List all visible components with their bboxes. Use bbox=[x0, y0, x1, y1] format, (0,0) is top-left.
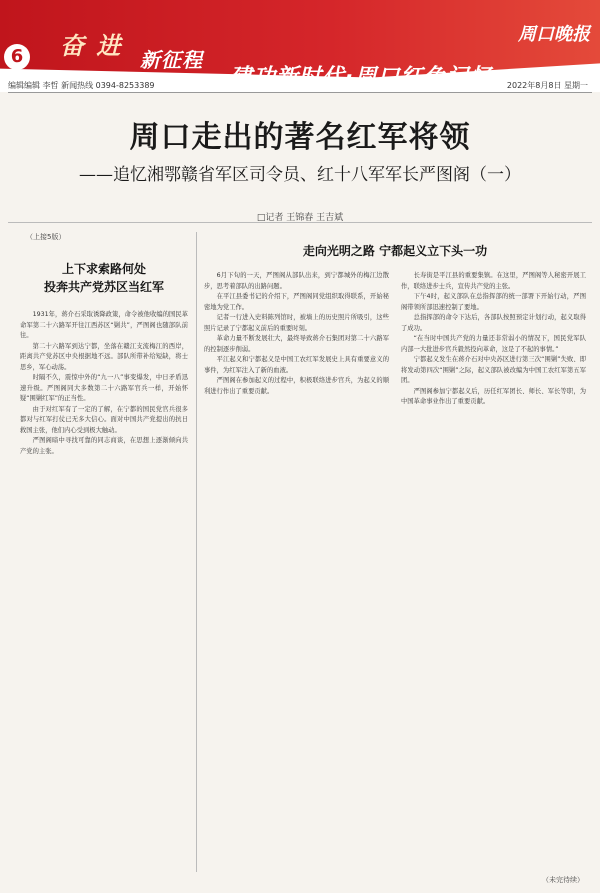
paragraph: 严图阁参加宁都起义后，历任红军团长、师长、军长等职，为中国革命事业作出了重要贡献。 bbox=[401, 387, 586, 405]
paragraph: 严图阁暗中寻找可靠的同志商谈，在思想上逐渐倾向共产党的主张。 bbox=[20, 437, 188, 455]
paragraph: 由于对红军有了一定的了解，在宁都的国民党官兵很多都对与红军打仗已无多大信心。面对中国共产党提出的抗日救国主张，他们内心受到极大触动。 bbox=[20, 405, 188, 434]
banner-slogan-1: 奋 进 bbox=[60, 32, 123, 60]
paragraph: 严图阁在参加起义的过程中，积极联络进步官兵，为起义的顺利进行作出了重要贡献。 bbox=[204, 377, 389, 395]
paragraph: 革命力量不断发展壮大，最终导致蒋介石集团对第二十六路军的控制逐步削弱。 bbox=[204, 335, 389, 353]
paragraph: 总指挥部的命令下达后，各部队按照预定计划行动，起义取得了成功。 bbox=[401, 314, 586, 332]
to-be-continued: （未完待续） bbox=[542, 876, 584, 884]
paragraph: 时隔不久，震惊中外的“九一八”事变爆发，中日矛盾迅速升级。严图阁同大多数第二十六路军官兵一样，开始怀疑“围剿红军”的正当性。 bbox=[20, 374, 188, 402]
right-section-title: 走向光明之路 宁都起义立下头一功 bbox=[302, 244, 488, 258]
banner-slogan-3: 建功新时代·周口红色记忆 bbox=[230, 65, 493, 90]
issue-date: 2022年8月8日 星期一 bbox=[506, 81, 588, 90]
continued-note: （上接5版） bbox=[26, 233, 66, 241]
left-section-title bbox=[20, 260, 188, 296]
mid-divider bbox=[8, 222, 592, 223]
banner-slogan-2: 新征程 bbox=[140, 48, 203, 72]
paragraph: “在当时中国共产党的力量还非常弱小的情况下，国民党军队内部一大批进步官兵毅然投向革命，这是了不起的事情。” bbox=[401, 335, 586, 353]
left-body-text bbox=[20, 310, 188, 457]
paragraph: 长寿街是平江县的重要集镇。在这里，严图阁等人秘密开展工作，联络进步士兵，宣传共产党的主张。 bbox=[401, 272, 586, 290]
paragraph: 第二十六路军到达宁都，坐落在赣江支流梅江的西岸，距离共产党苏区中央根据地不远。部队所带补给短缺，将士思乡，军心动荡。 bbox=[20, 342, 188, 371]
paragraph: 下午4时，起义部队在总指挥部的统一部署下开始行动，严图阁带领所部迅速控制了要地。 bbox=[401, 293, 586, 311]
editor-info: 编辑编辑 李哲 新闻热线 0394-8253389 bbox=[8, 81, 155, 90]
right-text-columns bbox=[204, 271, 586, 408]
article-subheadline: ——追忆湘鄂赣省军区司令员、红十八军军长严图阁（一） bbox=[79, 165, 521, 185]
left-section-title-line-1: 上下求索路何处 bbox=[61, 262, 146, 276]
page-banner bbox=[0, 0, 600, 92]
right-column bbox=[204, 232, 586, 882]
column-divider bbox=[196, 232, 197, 872]
top-divider bbox=[8, 92, 592, 93]
paragraph: 记者一行进入史料陈列馆时，被墙上的历史照片所吸引，这些照片记录了宁都起义前后的重要时刻。 bbox=[204, 314, 389, 332]
left-section-title-line-2: 投奔共产党苏区当红军 bbox=[43, 280, 164, 294]
left-column bbox=[20, 232, 188, 882]
paragraph: 在平江县委书记的介绍下，严图阁同党组织取得联系，开始秘密地为党工作。 bbox=[204, 293, 389, 311]
paragraph: 宁都起义发生在蒋介石对中央苏区进行第三次“围剿”失败、即将发动第四次“围剿”之际，起义部队被改编为中国工农红军第五军团。 bbox=[401, 356, 586, 384]
right-body-text-col-1 bbox=[204, 271, 389, 408]
right-body-text-col-2 bbox=[401, 271, 586, 408]
paragraph: 平江起义和宁都起义是中国工农红军发展史上具有重要意义的事件，为红军注入了新的血液。 bbox=[204, 356, 389, 374]
article-byline: □记者 王锦春 王吉斌 bbox=[256, 213, 344, 223]
paragraph: 6月下旬的一天，严图阁从部队出来，到宁都城外的梅江边散步，思考着部队的出路问题。 bbox=[204, 272, 389, 290]
newspaper-masthead: 周口晚报 bbox=[518, 24, 590, 45]
paragraph: 1931年，蒋介石采取诱降政策，命令被他收编的国民革命军第二十六路军开往江西苏区“剿共”，严图阁也随部队前往。 bbox=[20, 311, 188, 339]
article-headline: 周口走出的著名红军将领 bbox=[129, 120, 471, 155]
page-number: 6 bbox=[4, 44, 30, 70]
